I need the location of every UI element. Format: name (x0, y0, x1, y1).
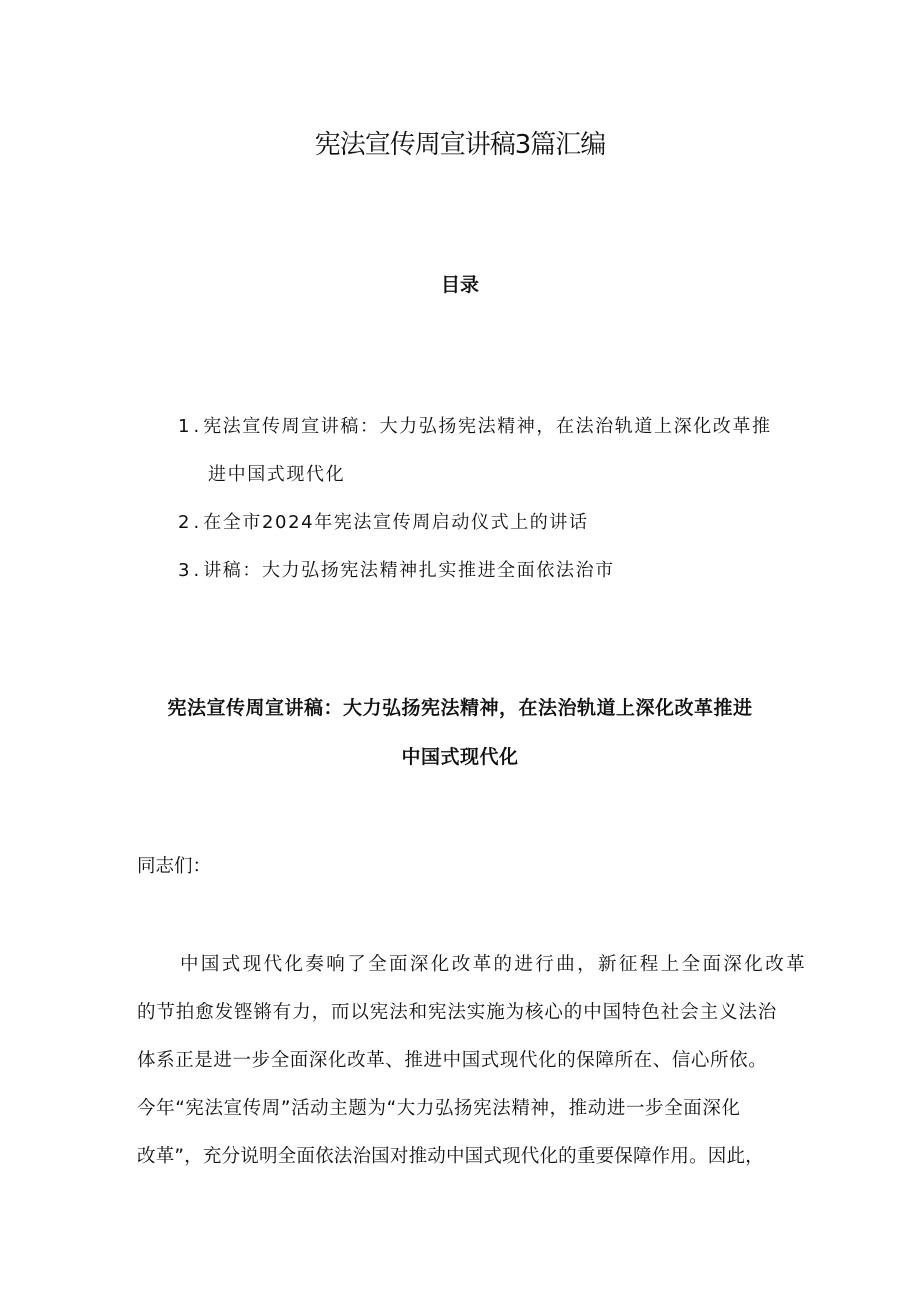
toc-item-text: 讲稿：大力弘扬宪法精神扎实推进全面依法治市 (203, 560, 615, 581)
section-title-line-2: 中国式现代化 (401, 746, 519, 768)
paragraph-line-3: 体系正是进一步全面深化改革、推进中国式现代化的保障所在、信心所依。 (137, 1050, 768, 1071)
toc-item-text: 在全市2024年宪法宣传周启动仪式上的讲话 (203, 512, 589, 533)
toc-item-2[interactable] (178, 508, 589, 534)
toc-item-1-continuation[interactable]: 进中国式现代化 (208, 464, 346, 485)
toc-item-number: 2. (178, 512, 204, 533)
document-title: 宪法宣传周宣讲稿3篇汇编 (314, 130, 606, 160)
toc-item-text: 宪法宣传周宣讲稿：大力弘扬宪法精神，在法治轨道上深化改革推 (203, 416, 772, 437)
paragraph-line-5: 改革”，充分说明全面依法治国对推动中国式现代化的重要保障作用。因此， (137, 1146, 764, 1167)
section-title-line-1: 宪法宣传周宣讲稿：大力弘扬宪法精神，在法治轨道上深化改革推进 (167, 697, 753, 719)
toc-item-3[interactable] (178, 556, 615, 582)
greeting: 同志们： (137, 856, 212, 877)
toc-item-number: 1. (178, 416, 204, 437)
paragraph-line-1: 中国式现代化奏响了全面深化改革的进行曲，新征程上全面深化改革 (180, 954, 808, 975)
toc-item-number: 3. (178, 560, 204, 581)
toc-item-1[interactable] (178, 412, 772, 438)
toc-heading: 目录 (440, 274, 479, 296)
paragraph-line-2: 的节拍愈发铿锵有力，而以宪法和宪法实施为核心的中国特色社会主义法治 (137, 1002, 778, 1023)
paragraph-line-4: 今年“宪法宣传周”活动主题为“大力弘扬宪法精神，推动进一步全面深化 (137, 1098, 741, 1119)
